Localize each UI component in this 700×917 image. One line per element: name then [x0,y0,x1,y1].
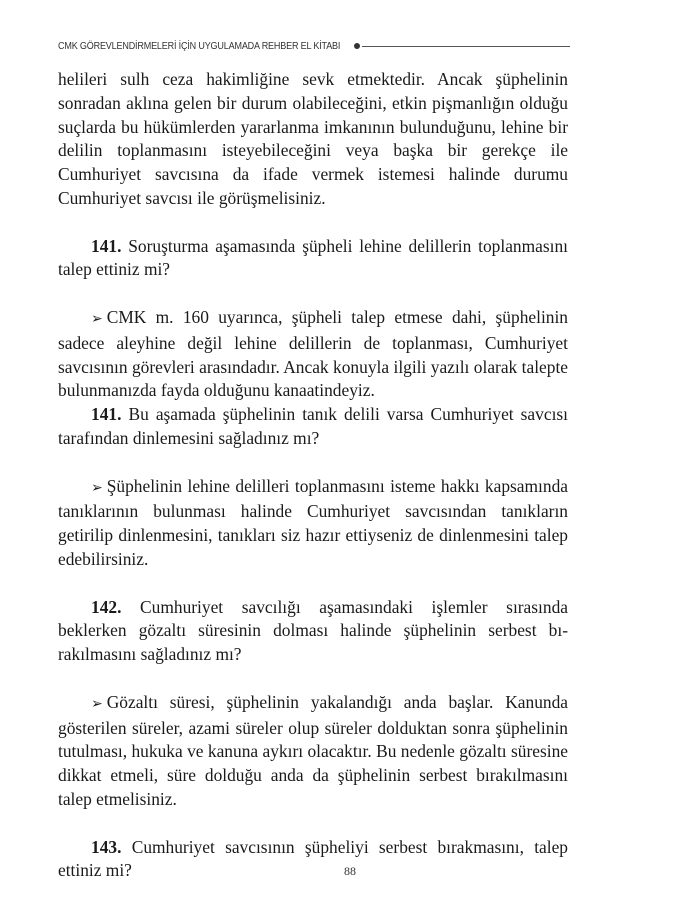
question-text: Cumhuriyet savcılığı aşamasındaki işlemler sırasında beklerken gözaltı süresinin dolması halinde şüphelinin serbest bırakılmasını sağladınız mı? [58,596,568,665]
running-header [58,38,570,54]
answer-141-b [58,475,568,572]
answer-141-a [58,306,568,403]
header-rule [362,46,570,47]
question-number: 142. [91,596,122,617]
answer-142 [58,691,568,812]
question-142 [58,596,568,667]
bullet-icon [354,43,360,49]
question-text: Soruşturma aşamasında şüpheli lehine delillerin toplanmasını talep ettiniz mi? [58,235,568,280]
arrow-bullet-icon: ➢ [91,479,103,496]
question-text: Bu aşamada şüphelinin tanık delili varsa Cumhuriyet savcısı tarafından dinlemesini sağladınız mı? [58,404,568,448]
page-number: 88 [344,864,356,878]
question-number: 141. [91,404,122,425]
paragraph-text: helileri sulh ceza hakimliğine sevk etmektedir. Ancak şüphelinin sonradan aklına gelen bir durum olabileceğini, etkin pişmanlığın olduğu suçlarda bu hükümlerden yararlanma imkanının bulunduğunu, lehine bir delilin toplanmasını isteyebileceğini veya başka bir gerekçe ile Cumhuriyet savcısına da ifade vermek istemesi halinde durumu Cumhuriyet savcısı ile görüşmelisiniz. [58,69,568,208]
question-141-a [58,235,568,283]
arrow-bullet-icon: ➢ [91,310,103,327]
header-title: CMK GÖREVLENDİRMELERİ İÇİN UYGULAMADA REHBER EL KİTABI [58,40,341,52]
answer-text: Gözaltı süresi, şüphelinin yakalandığı anda başlar. Kanunda gösterilen süreler, azami süreler olup süreler dolduktan sonra şüphelinin tutulması, hukuka ve kanuna aykırı olacaktır. Bu nedenle gözaltı süresine dikkat etmeli, süre dolduğu anda da şüphelinin serbest bırakılmasını talep etmelisiniz. [58,691,568,809]
answer-text: Şüphelinin lehine delilleri toplanmasını isteme hakkı kapsamında tanıklarının bulunması halinde Cumhuriyet savcısından tanıkların getirilip dinlenmesini, tanıkları siz hazır ettiyseniz de dinlenmesini talep edebilirsiniz. [58,475,568,569]
arrow-bullet-icon: ➢ [91,695,103,712]
page-body [58,68,568,883]
question-141-b [58,403,568,451]
question-number: 141. [91,235,122,256]
question-number: 143. [91,836,122,857]
answer-text: CMK m. 160 uyarınca, şüpheli talep etmese dahi, şüphelinin sadece aleyhine değil lehine delillerin de toplanması, Cumhuriyet savcısının görevleri arasındadır. Ancak konuyla ilgili yazılı olarak talepte bulunmanızda fayda olduğunu kanaatindeyiz. [58,306,568,401]
question-text: Cumhuriyet savcısının şüpheliyi serbest bırakmasını, talep ettiniz mi? [58,836,568,881]
paragraph-continued [58,68,568,211]
